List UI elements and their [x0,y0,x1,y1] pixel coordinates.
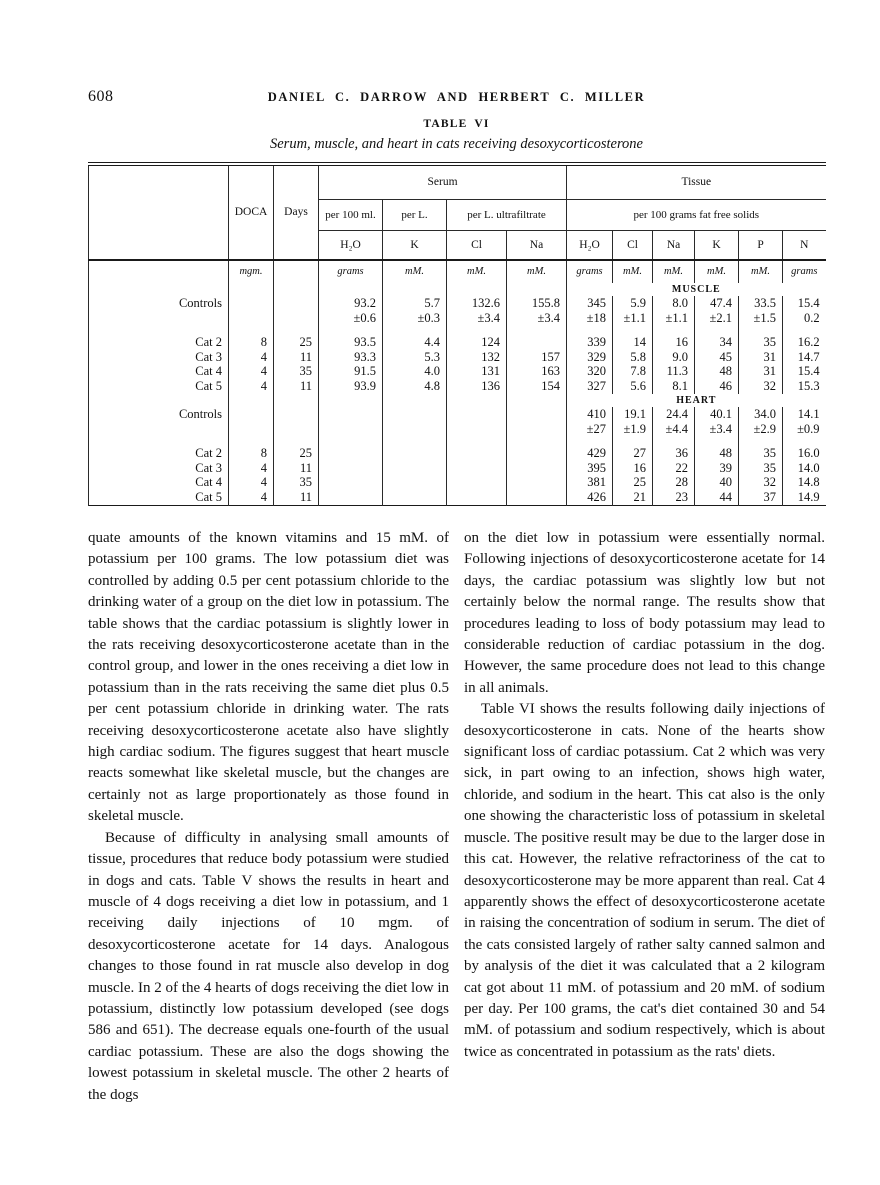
stub-header [89,164,229,260]
empty-cell [89,283,229,296]
value-cell: ±3.4 [695,422,739,437]
value-cell [507,476,567,491]
paragraph: on the diet low in potassium were essentially normal. Following injections of desoxycorticosterone acetate for 14 days, the cardiac potassium was slightly low but not certainly below the normal range. The results show that procedures leading to loss of body potassium may lead to considerable reduction of cardiac potassium in the dog. However, the same procedure does not lead to this change in all animals. [464,530,825,696]
row-label: Cat 2 [89,447,229,462]
value-cell: 48 [695,447,739,462]
empty-cell [319,437,383,447]
cat-data-row [89,476,826,491]
value-cell: 32 [739,476,783,491]
value-cell: 39 [695,462,739,477]
value-cell [447,476,507,491]
unit-cell: grams [783,260,826,283]
subheader-per-l: per L. [383,200,447,231]
value-cell: ±1.9 [613,422,653,437]
column-header-doca: DOCA [229,164,274,260]
empty-cell [739,326,783,336]
empty-cell [507,394,567,407]
cat-data-row [89,380,826,395]
empty-cell [383,437,447,447]
cat-data-row [89,447,826,462]
table-units-row [89,260,826,283]
column-header-Na: Na [653,231,695,261]
cat-data-row [89,351,826,366]
value-cell: ±1.1 [613,311,653,326]
subheader-fat-free-solids: per 100 grams fat free solids [567,200,826,231]
table-header-groups [89,164,826,200]
value-cell [383,407,447,422]
value-cell: 14.8 [783,476,826,491]
value-cell: 395 [567,462,613,477]
value-cell: 8.0 [653,296,695,311]
value-cell: 23 [653,491,695,506]
days-cell: 11 [274,351,319,366]
value-cell: 34.0 [739,407,783,422]
unit-cell: mM. [383,260,447,283]
value-cell: ±2.1 [695,311,739,326]
spacer-row [89,437,826,447]
value-cell: 124 [447,336,507,351]
empty-cell [783,326,826,336]
value-cell [319,422,383,437]
paragraph: quate amounts of the known vitamins and 15 mM. of potassium per 100 grams. The low potassium diet was controlled by adding 0.5 per cent potassium chloride to the drinking water of a group on the diet low in potassium. The table shows that the cardiac potassium is slightly lower in the rats receiving desoxycorticosterone acetate than in the control group, and lower in the ones receiving a diet low in potassium than in the rats receiving the same diet plus 0.5 per cent potassium chloride in drinking water. The rats receiving desoxycorticosterone acetate also have slightly high cardiac sodium. The figures suggest that heart muscle reacts somewhat like skeletal muscle, but the changes are certainly not as large proportionately as those found in skeletal muscle. [88,530,449,825]
row-label [89,422,229,437]
doca-cell: 8 [229,336,274,351]
days-cell [274,311,319,326]
value-cell [383,462,447,477]
value-cell: 33.5 [739,296,783,311]
doca-cell: 4 [229,462,274,477]
value-cell: ±1.5 [739,311,783,326]
value-cell: 48 [695,365,739,380]
unit-cell: mM. [447,260,507,283]
column-header-days: Days [274,164,319,260]
unit-cell: grams [567,260,613,283]
value-cell: 5.6 [613,380,653,395]
cat-data-row [89,336,826,351]
value-cell: 339 [567,336,613,351]
column-header-Cl: Cl [613,231,653,261]
subheader-per-100-ml: per 100 ml. [319,200,383,231]
value-cell [319,476,383,491]
value-cell: 25 [613,476,653,491]
value-cell [319,407,383,422]
empty-cell [274,283,319,296]
empty-cell [274,394,319,407]
paragraph: Because of difficulty in analysing small amounts of tissue, procedures that reduce body potassium were studied in dogs and cats. Table V shows the results in heart and muscle of 4 dogs receiving a diet low in potassium, and 1 receiving daily injections of 10 mgm. of desoxycorticosterone acetate for 14 days. Analogous changes to those found in rat muscle also develop in dog muscle. In 2 of the 4 hearts of dogs receiving the diet low in potassium, distinctly low potassium developed (see dogs 586 and 651). The decrease equals one-fourth of the usual cardiac potassium. These are also the dogs showing the lowest potassium in skeletal muscle. The other 2 hearts of the dogs [88,829,449,1103]
value-cell [447,407,507,422]
value-cell: 154 [507,380,567,395]
value-cell: 36 [653,447,695,462]
value-cell: 5.8 [613,351,653,366]
unit-cell [274,260,319,283]
value-cell: 131 [447,365,507,380]
value-cell: 31 [739,365,783,380]
value-cell: 327 [567,380,613,395]
subheader-ultrafiltrate: per L. ultrafiltrate [447,200,567,231]
value-cell: 320 [567,365,613,380]
value-cell: 381 [567,476,613,491]
value-cell: 15.4 [783,365,826,380]
column-header-Na: Na [507,231,567,261]
value-cell: 91.5 [319,365,383,380]
text-column-left [88,528,449,1106]
value-cell: 7.8 [613,365,653,380]
days-cell: 25 [274,336,319,351]
days-cell [274,296,319,311]
section-label-row [89,394,826,407]
value-cell: 44 [695,491,739,506]
page-number: 608 [88,88,114,105]
cat-data-row [89,365,826,380]
empty-cell [383,283,447,296]
days-cell: 11 [274,491,319,506]
doca-cell: 4 [229,476,274,491]
value-cell: 16 [653,336,695,351]
column-header-Cl: Cl [447,231,507,261]
value-cell: 19.1 [613,407,653,422]
empty-cell [567,326,613,336]
empty-cell [447,437,507,447]
column-header-K: K [695,231,739,261]
unit-cell: mM. [739,260,783,283]
group-header-tissue: Tissue [567,164,826,200]
value-cell: 345 [567,296,613,311]
row-label: Cat 3 [89,351,229,366]
page-header [88,88,825,108]
days-cell: 11 [274,380,319,395]
value-cell [447,462,507,477]
value-cell: 15.3 [783,380,826,395]
row-label: Cat 2 [89,336,229,351]
value-cell: 27 [613,447,653,462]
empty-cell [507,437,567,447]
value-cell: 11.3 [653,365,695,380]
days-cell: 11 [274,462,319,477]
value-cell: ±27 [567,422,613,437]
unit-cell: mM. [507,260,567,283]
row-label: Cat 3 [89,462,229,477]
value-cell: 46 [695,380,739,395]
column-header-H₂O: H₂O [319,231,383,261]
empty-cell [229,326,274,336]
row-label: Cat 5 [89,491,229,506]
value-cell: 28 [653,476,695,491]
value-cell: ±0.3 [383,311,447,326]
value-cell [507,491,567,506]
empty-cell [447,283,507,296]
value-cell [507,447,567,462]
value-cell: 4.4 [383,336,447,351]
unit-cell: mM. [613,260,653,283]
value-cell: ±18 [567,311,613,326]
row-label: Cat 4 [89,476,229,491]
empty-cell [739,437,783,447]
value-cell: 40 [695,476,739,491]
value-cell: 22 [653,462,695,477]
value-cell: 14 [613,336,653,351]
value-cell: 4.8 [383,380,447,395]
doca-cell: 4 [229,351,274,366]
value-cell: ±2.9 [739,422,783,437]
value-cell [319,491,383,506]
table-caption: Serum, muscle, and heart in cats receiving desoxycorticosterone [269,136,643,152]
column-header-H₂O: H₂O [567,231,613,261]
empty-cell [383,326,447,336]
controls-values-row [89,296,826,311]
empty-cell [447,326,507,336]
row-label: Cat 5 [89,380,229,395]
value-cell: 155.8 [507,296,567,311]
value-cell: 16 [613,462,653,477]
empty-cell [507,283,567,296]
empty-cell [567,437,613,447]
days-cell: 35 [274,476,319,491]
unit-cell: mM. [695,260,739,283]
controls-sd-row [89,422,826,437]
value-cell: 163 [507,365,567,380]
doca-cell [229,422,274,437]
value-cell: 31 [739,351,783,366]
group-header-serum: Serum [319,164,567,200]
days-cell [274,422,319,437]
value-cell: 93.3 [319,351,383,366]
empty-cell [274,437,319,447]
unit-cell: grams [319,260,383,283]
section-label-heart: HEART [567,394,826,407]
spacer-row [89,326,826,336]
empty-cell [89,394,229,407]
text-column-right [464,528,825,1106]
running-title: DANIEL C. DARROW AND HERBERT C. MILLER [267,90,646,104]
value-cell: 35 [739,462,783,477]
empty-cell [695,437,739,447]
controls-sd-row [89,311,826,326]
value-cell [507,407,567,422]
value-cell [507,422,567,437]
doca-cell [229,407,274,422]
value-cell: 16.2 [783,336,826,351]
row-label: Controls [89,407,229,422]
value-cell: 35 [739,447,783,462]
empty-cell [229,283,274,296]
value-cell: 16.0 [783,447,826,462]
value-cell [383,476,447,491]
value-cell: 32 [739,380,783,395]
value-cell: 14.9 [783,491,826,506]
value-cell: 4.0 [383,365,447,380]
empty-cell [507,326,567,336]
empty-cell [89,326,229,336]
column-header-K: K [383,231,447,261]
value-cell: 24.4 [653,407,695,422]
value-cell: 132 [447,351,507,366]
value-cell [319,462,383,477]
row-label [89,311,229,326]
value-cell: 0.2 [783,311,826,326]
value-cell: ±3.4 [447,311,507,326]
value-cell: 15.4 [783,296,826,311]
unit-cell [89,260,229,283]
empty-cell [447,394,507,407]
row-label: Cat 4 [89,365,229,380]
value-cell: 9.0 [653,351,695,366]
doca-cell [229,311,274,326]
cat-data-row [89,491,826,506]
value-cell [507,336,567,351]
days-cell: 35 [274,365,319,380]
table-title: TABLE VI [423,118,490,130]
cat-data-row [89,462,826,477]
value-cell: ±3.4 [507,311,567,326]
value-cell: 5.3 [383,351,447,366]
section-label-muscle: MUSCLE [567,283,826,296]
doca-cell: 4 [229,365,274,380]
value-cell: 426 [567,491,613,506]
value-cell: 93.9 [319,380,383,395]
value-cell: 45 [695,351,739,366]
value-cell [447,447,507,462]
value-cell: 410 [567,407,613,422]
value-cell: 14.7 [783,351,826,366]
empty-cell [383,394,447,407]
value-cell: ±1.1 [653,311,695,326]
value-cell: 14.0 [783,462,826,477]
table-block [88,118,825,506]
column-header-P: P [739,231,783,261]
data-table [88,162,826,506]
value-cell: 93.5 [319,336,383,351]
paragraph: Table VI shows the results following daily injections of desoxycorticosterone in cats. None of the hearts show significant loss of cardiac potassium. Cat 2 which was very sick, in part owing to an infection, shows high water, chloride, and sodium in the heart. This cat also is the only one showing the characteristic loss of potassium in skeletal muscle. The positive result may be due to the larger dose in this cat. However, the relative refractoriness of the cat to desoxycorticosterone may be more apparent than real. Cat 4 apparently shows the effect of desoxycorticosterone acetate in raising the concentration of sodium in serum. The diet of the cats consisted largely of rather salty canned salmon and by analysis of the diet it was calculated that a 2 kilogram cat got about 11 mM. of potassium and 20 mM. of sodium per day. Per 100 grams, the cat's diet contained 30 and 54 mM. of potassium and sodium respectively, which is about twice as concentrated in potassium as the rats' diets. [464,701,825,1060]
value-cell [383,447,447,462]
body-text [88,528,825,1106]
value-cell: 37 [739,491,783,506]
value-cell [319,447,383,462]
value-cell [507,462,567,477]
empty-cell [695,326,739,336]
doca-cell: 4 [229,380,274,395]
value-cell [447,491,507,506]
empty-cell [613,326,653,336]
value-cell: 132.6 [447,296,507,311]
value-cell: 8.1 [653,380,695,395]
value-cell: ±0.6 [319,311,383,326]
value-cell: ±0.9 [783,422,826,437]
unit-cell: mgm. [229,260,274,283]
value-cell: 47.4 [695,296,739,311]
value-cell: 5.7 [383,296,447,311]
empty-cell [613,437,653,447]
empty-cell [653,326,695,336]
doca-cell [229,296,274,311]
empty-cell [783,437,826,447]
empty-cell [653,437,695,447]
doca-cell: 8 [229,447,274,462]
doca-cell: 4 [229,491,274,506]
value-cell: 93.2 [319,296,383,311]
row-label: Controls [89,296,229,311]
value-cell: 329 [567,351,613,366]
value-cell: 5.9 [613,296,653,311]
unit-cell: mM. [653,260,695,283]
days-cell [274,407,319,422]
empty-cell [319,283,383,296]
value-cell: 35 [739,336,783,351]
column-header-N: N [783,231,826,261]
empty-cell [319,326,383,336]
empty-cell [229,394,274,407]
value-cell [383,491,447,506]
value-cell: ±4.4 [653,422,695,437]
value-cell [383,422,447,437]
days-cell: 25 [274,447,319,462]
section-label-row [89,283,826,296]
controls-values-row [89,407,826,422]
empty-cell [229,437,274,447]
value-cell: 21 [613,491,653,506]
empty-cell [319,394,383,407]
value-cell [447,422,507,437]
value-cell: 136 [447,380,507,395]
value-cell: 14.1 [783,407,826,422]
empty-cell [89,437,229,447]
value-cell: 429 [567,447,613,462]
value-cell: 40.1 [695,407,739,422]
value-cell: 157 [507,351,567,366]
empty-cell [274,326,319,336]
value-cell: 34 [695,336,739,351]
